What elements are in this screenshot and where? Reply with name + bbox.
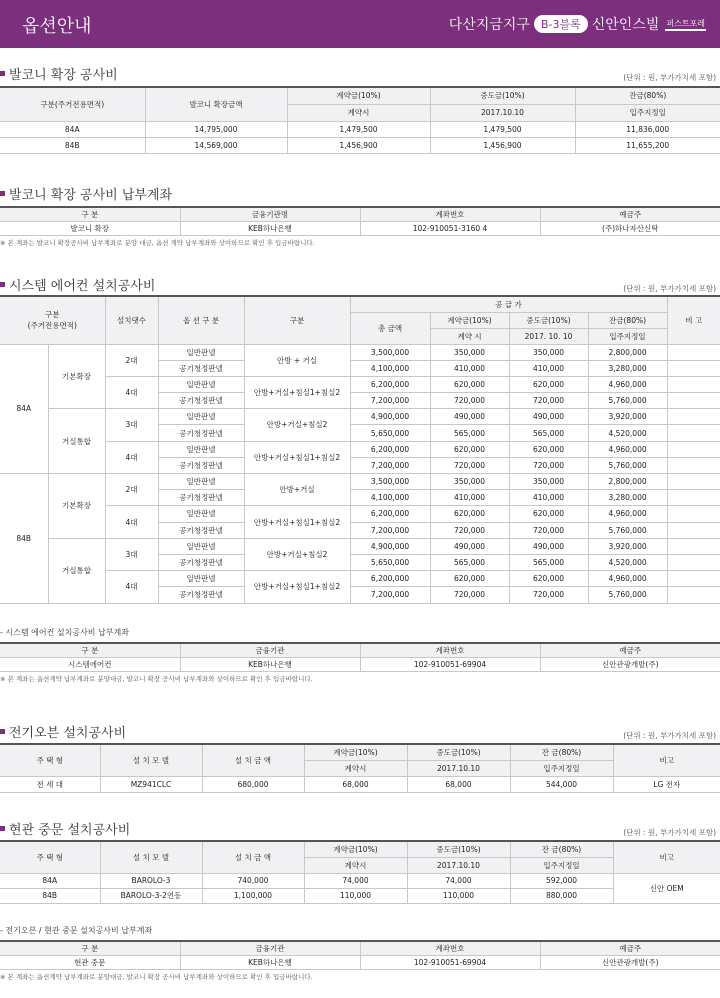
table-header: 총 금액 (350, 312, 430, 344)
value-cell: 3,920,000 (588, 538, 667, 554)
value-cell: 720,000 (509, 587, 588, 603)
room-cell: 안방+거실+침실1+침실2 (244, 376, 350, 408)
count-cell: 3대 (105, 409, 158, 441)
table-row: 84A BAROLO-3 740,000 74,000 74,000 592,000 신안 OEM (0, 873, 720, 888)
option-cell: 공기청정판넬 (158, 490, 244, 506)
value-cell: 4,960,000 (588, 441, 667, 457)
option-cell: 일반판넬 (158, 571, 244, 587)
room-cell: 안방 + 거실 (244, 344, 350, 376)
table-header: 계좌번호 (360, 941, 540, 955)
value-cell: 720,000 (509, 522, 588, 538)
door-cost-section (0, 819, 720, 904)
value-cell: 720,000 (509, 393, 588, 409)
table-header: 설 치 금 액 (202, 744, 304, 776)
value-cell: 565,000 (430, 554, 509, 570)
table-header: 계약시 (304, 857, 407, 873)
table-header: 비 고 (667, 296, 720, 344)
value-cell: 5,760,000 (588, 393, 667, 409)
value-cell: 720,000 (430, 522, 509, 538)
section-title: - 전기오븐 / 현관 중문 설치공사비 납부계좌 (0, 926, 153, 935)
remark-cell (667, 538, 720, 554)
section-title: 시스템 에어컨 설치공사비 (0, 275, 720, 293)
option-cell: 일반판넬 (158, 506, 244, 522)
count-cell: 4대 (105, 571, 158, 603)
value-cell: 620,000 (509, 506, 588, 522)
value-cell: 4,520,000 (588, 425, 667, 441)
account-note: ※ 본 계좌는 옵션계약 납부계좌로 분양대금, 발코니 확장 공사비 납부계좌와 상이하므로 확인 후 입금바랍니다. (0, 674, 313, 683)
type-cell: 84B (0, 474, 48, 604)
table-header: 비고 (613, 744, 720, 776)
value-cell: 2,800,000 (588, 344, 667, 360)
oven-door-account-table (0, 940, 720, 970)
bullet-icon (0, 191, 5, 196)
value-cell: 620,000 (430, 376, 509, 392)
table-row: 현관 중문 KEB하나은행 102-910051-69904 신안관광개발(주) (0, 955, 720, 969)
aircon-account-table (0, 642, 720, 672)
table-row: 84B 14,569,000 1,456,900 1,456,900 11,655,200 (0, 137, 720, 153)
option-cell: 공기청정판넬 (158, 457, 244, 473)
value-cell: 565,000 (509, 425, 588, 441)
table-header: 주 택 형 (0, 744, 100, 776)
oven-cost-section (0, 722, 720, 793)
count-cell: 4대 (105, 376, 158, 408)
value-cell: 4,960,000 (588, 506, 667, 522)
table-header: 금융기관 (180, 941, 360, 955)
table-header: 예금주 (540, 207, 720, 221)
value-cell: 5,760,000 (588, 457, 667, 473)
table-row: 발코니 확장 KEB하나은행 102-910051-3160 4 (주)하나자산신탁 (0, 221, 720, 235)
oven-cost-table (0, 743, 720, 793)
table-header: 계좌번호 (360, 643, 540, 657)
value-cell: 350,000 (509, 474, 588, 490)
block-badge: B-3블록 (534, 15, 588, 33)
table-header: 계약 시 (430, 328, 509, 344)
table-header: 계약금(10%) (430, 312, 509, 328)
table-header: 구분(주거전용면적) (0, 87, 145, 121)
table-header: 중도금(10%) (407, 841, 510, 857)
table-header: 계약금(10%) (287, 87, 430, 104)
table-header: 설 치 모 델 (100, 744, 202, 776)
table-header: 입주지정일 (588, 328, 667, 344)
page-title: 옵션안내 (22, 16, 92, 37)
room-cell: 안방+거실+침실1+침실2 (244, 571, 350, 603)
table-header: 옵 션 구 분 (158, 296, 244, 344)
section-title: - 시스템 에어컨 설치공사비 납부계좌 (0, 628, 129, 637)
value-cell: 490,000 (430, 538, 509, 554)
table-header: 구분 (244, 296, 350, 344)
remark-cell (667, 425, 720, 441)
table-header: 구분 (주거전용면적) (0, 296, 105, 344)
value-cell: 720,000 (509, 457, 588, 473)
room-cell: 안방+거실+침실2 (244, 538, 350, 570)
brand-name: 신안인스빌 (591, 17, 660, 33)
table-header: 잔금(80%) (575, 87, 720, 104)
oven-door-account-section (0, 925, 720, 981)
table-row (0, 344, 720, 360)
value-cell: 620,000 (509, 441, 588, 457)
district-name: 다산지금지구 (448, 17, 530, 33)
value-cell: 620,000 (509, 376, 588, 392)
table-header: 2017.10.10 (407, 857, 510, 873)
unit-note: (단위 : 원, 부가가치세 포함) (623, 73, 716, 82)
page-header (0, 0, 720, 48)
table-header: 중도금(10%) (407, 744, 510, 760)
remark-cell (667, 522, 720, 538)
section-title: 발코니 확장 공사비 (0, 64, 720, 82)
unit-note: (단위 : 원, 부가가치세 포함) (623, 731, 716, 740)
value-cell: 3,920,000 (588, 409, 667, 425)
value-cell: 620,000 (430, 441, 509, 457)
value-cell: 4,900,000 (350, 538, 430, 554)
value-cell: 720,000 (430, 457, 509, 473)
option-cell: 일반판넬 (158, 376, 244, 392)
room-cell: 안방+거실+침실1+침실2 (244, 441, 350, 473)
table-header: 설치댓수 (105, 296, 158, 344)
value-cell: 7,200,000 (350, 393, 430, 409)
value-cell: 4,960,000 (588, 376, 667, 392)
option-cell: 공기청정판넬 (158, 360, 244, 376)
option-cell: 일반판넬 (158, 474, 244, 490)
value-cell: 620,000 (430, 506, 509, 522)
remark-cell (667, 457, 720, 473)
section-title: 발코니 확장 공사비 납부계좌 (0, 184, 720, 202)
table-header: 중도금(10%) (430, 87, 575, 104)
table-header: 2017.10.10 (430, 104, 575, 121)
option-cell: 공기청정판넬 (158, 425, 244, 441)
option-cell: 일반판넬 (158, 409, 244, 425)
table-header: 설 치 금 액 (202, 841, 304, 873)
table-header: 계약금(10%) (304, 841, 407, 857)
type-cell: 84A (0, 344, 48, 474)
value-cell: 4,900,000 (350, 409, 430, 425)
value-cell: 620,000 (430, 571, 509, 587)
value-cell: 3,500,000 (350, 474, 430, 490)
value-cell: 3,500,000 (350, 344, 430, 360)
room-cell: 안방+거실+침실1+침실2 (244, 506, 350, 538)
group-cell: 거실통합 (48, 409, 105, 474)
table-header: 발코니 확장금액 (145, 87, 287, 121)
count-cell: 4대 (105, 506, 158, 538)
remark-cell (667, 393, 720, 409)
bullet-icon (0, 729, 5, 734)
table-row (0, 474, 720, 490)
table-row: 전 세 대 MZ941CLC 680,000 68,000 68,000 544,000 LG 전자 (0, 776, 720, 792)
value-cell: 5,760,000 (588, 587, 667, 603)
value-cell: 720,000 (430, 393, 509, 409)
value-cell: 565,000 (509, 554, 588, 570)
table-header: 계약시 (287, 104, 430, 121)
value-cell: 7,200,000 (350, 457, 430, 473)
value-cell: 6,200,000 (350, 571, 430, 587)
table-header: 입주지정일 (510, 760, 613, 776)
value-cell: 5,650,000 (350, 425, 430, 441)
value-cell: 2,800,000 (588, 474, 667, 490)
table-header: 입주지정일 (575, 104, 720, 121)
value-cell: 490,000 (509, 538, 588, 554)
table-row: 시스템에어컨 KEB하나은행 102-910051-69904 신안관광개발(주) (0, 657, 720, 671)
option-cell: 일반판넬 (158, 344, 244, 360)
table-header: 비고 (613, 841, 720, 873)
remark-cell (667, 506, 720, 522)
option-cell: 공기청정판넬 (158, 393, 244, 409)
table-row (0, 409, 720, 425)
room-cell: 안방+거실 (244, 474, 350, 506)
room-cell: 안방+거실+침실2 (244, 409, 350, 441)
count-cell: 2대 (105, 344, 158, 376)
value-cell: 4,100,000 (350, 490, 430, 506)
table-header: 예금주 (540, 643, 720, 657)
value-cell: 490,000 (430, 409, 509, 425)
group-cell: 거실통합 (48, 538, 105, 603)
value-cell: 7,200,000 (350, 522, 430, 538)
table-header: 공 급 가 (350, 296, 667, 312)
aircon-cost-section (0, 275, 720, 604)
count-cell: 2대 (105, 474, 158, 506)
balcony-cost-table (0, 86, 720, 154)
value-cell: 6,200,000 (350, 506, 430, 522)
section-title: 현관 중문 설치공사비 (0, 819, 720, 837)
value-cell: 410,000 (430, 360, 509, 376)
option-cell: 공기청정판넬 (158, 587, 244, 603)
value-cell: 5,650,000 (350, 554, 430, 570)
option-cell: 일반판넬 (158, 441, 244, 457)
table-row (0, 441, 720, 457)
value-cell: 6,200,000 (350, 376, 430, 392)
remark-cell (667, 409, 720, 425)
remark-cell: 신안 OEM (613, 873, 720, 903)
aircon-cost-table (0, 295, 720, 604)
value-cell: 350,000 (509, 344, 588, 360)
table-row (0, 538, 720, 554)
project-name (449, 14, 706, 34)
table-header: 계약금(10%) (304, 744, 407, 760)
table-row (0, 506, 720, 522)
balcony-account-section (0, 184, 720, 247)
option-cell: 공기청정판넬 (158, 554, 244, 570)
remark-cell (667, 490, 720, 506)
account-note: ※ 본 계좌는 옵션계약 납부계좌로 분양대금, 발코니 확장 공사비 납부계좌와 상이하므로 확인 후 입금바랍니다. (0, 972, 313, 981)
remark-cell (667, 571, 720, 587)
value-cell: 6,200,000 (350, 441, 430, 457)
value-cell: 410,000 (509, 360, 588, 376)
balcony-cost-section (0, 64, 720, 154)
value-cell: 410,000 (430, 490, 509, 506)
remark-cell (667, 441, 720, 457)
remark-cell (667, 376, 720, 392)
value-cell: 410,000 (509, 490, 588, 506)
value-cell: 490,000 (509, 409, 588, 425)
value-cell: 620,000 (509, 571, 588, 587)
unit-note: (단위 : 원, 부가가치세 포함) (623, 828, 716, 837)
table-row (0, 571, 720, 587)
table-header: 잔금(80%) (588, 312, 667, 328)
bullet-icon (0, 826, 5, 831)
table-header: 잔 금(80%) (510, 744, 613, 760)
account-note: ※ 본 계좌는 발코니 확장공사비 납부계좌로 분양 대금, 옵션 계약 납부계좌와 상이하므로 확인 후 입금바랍니다. (0, 238, 315, 247)
value-cell: 350,000 (430, 344, 509, 360)
value-cell: 4,520,000 (588, 554, 667, 570)
table-header: 구 분 (0, 207, 180, 221)
value-cell: 565,000 (430, 425, 509, 441)
remark-cell (667, 344, 720, 360)
section-title: 전기오븐 설치공사비 (0, 722, 720, 740)
table-row: 84B BAROLO-3-2연동 1,100,000 110,000 110,000 880,000 (0, 888, 720, 903)
value-cell: 7,200,000 (350, 587, 430, 603)
value-cell: 4,100,000 (350, 360, 430, 376)
table-header: 설 치 모 델 (100, 841, 202, 873)
option-cell: 공기청정판넬 (158, 522, 244, 538)
table-header: 잔 금(80%) (510, 841, 613, 857)
group-cell: 기본확장 (48, 344, 105, 409)
table-header: 구 분 (0, 941, 180, 955)
table-header: 중도금(10%) (509, 312, 588, 328)
value-cell: 350,000 (430, 474, 509, 490)
unit-note: (단위 : 원, 부가가치세 포함) (623, 284, 716, 293)
aircon-account-section (0, 627, 720, 683)
group-cell: 기본확장 (48, 474, 105, 539)
brand-logo: 퍼스트포레 (665, 18, 706, 31)
table-row: 84A 14,795,000 1,479,500 1,479,500 11,836,000 (0, 121, 720, 137)
table-header: 금융기관 (180, 643, 360, 657)
option-cell: 일반판넬 (158, 538, 244, 554)
table-row (0, 376, 720, 392)
table-header: 2017.10.10 (407, 760, 510, 776)
value-cell: 3,280,000 (588, 360, 667, 376)
table-header: 금융기관명 (180, 207, 360, 221)
value-cell: 5,760,000 (588, 522, 667, 538)
count-cell: 3대 (105, 538, 158, 570)
table-header: 구 분 (0, 643, 180, 657)
table-header: 예금주 (540, 941, 720, 955)
door-cost-table (0, 840, 720, 904)
bullet-icon (0, 71, 5, 76)
table-header: 주 택 형 (0, 841, 100, 873)
value-cell: 4,960,000 (588, 571, 667, 587)
table-header: 계좌번호 (360, 207, 540, 221)
table-header: 계약시 (304, 760, 407, 776)
value-cell: 3,280,000 (588, 490, 667, 506)
table-header: 2017. 10. 10 (509, 328, 588, 344)
remark-cell (667, 360, 720, 376)
balcony-account-table (0, 206, 720, 236)
value-cell: 720,000 (430, 587, 509, 603)
remark-cell (667, 554, 720, 570)
bullet-icon (0, 282, 5, 287)
count-cell: 4대 (105, 441, 158, 473)
table-header: 입주지정일 (510, 857, 613, 873)
remark-cell (667, 587, 720, 603)
remark-cell (667, 474, 720, 490)
